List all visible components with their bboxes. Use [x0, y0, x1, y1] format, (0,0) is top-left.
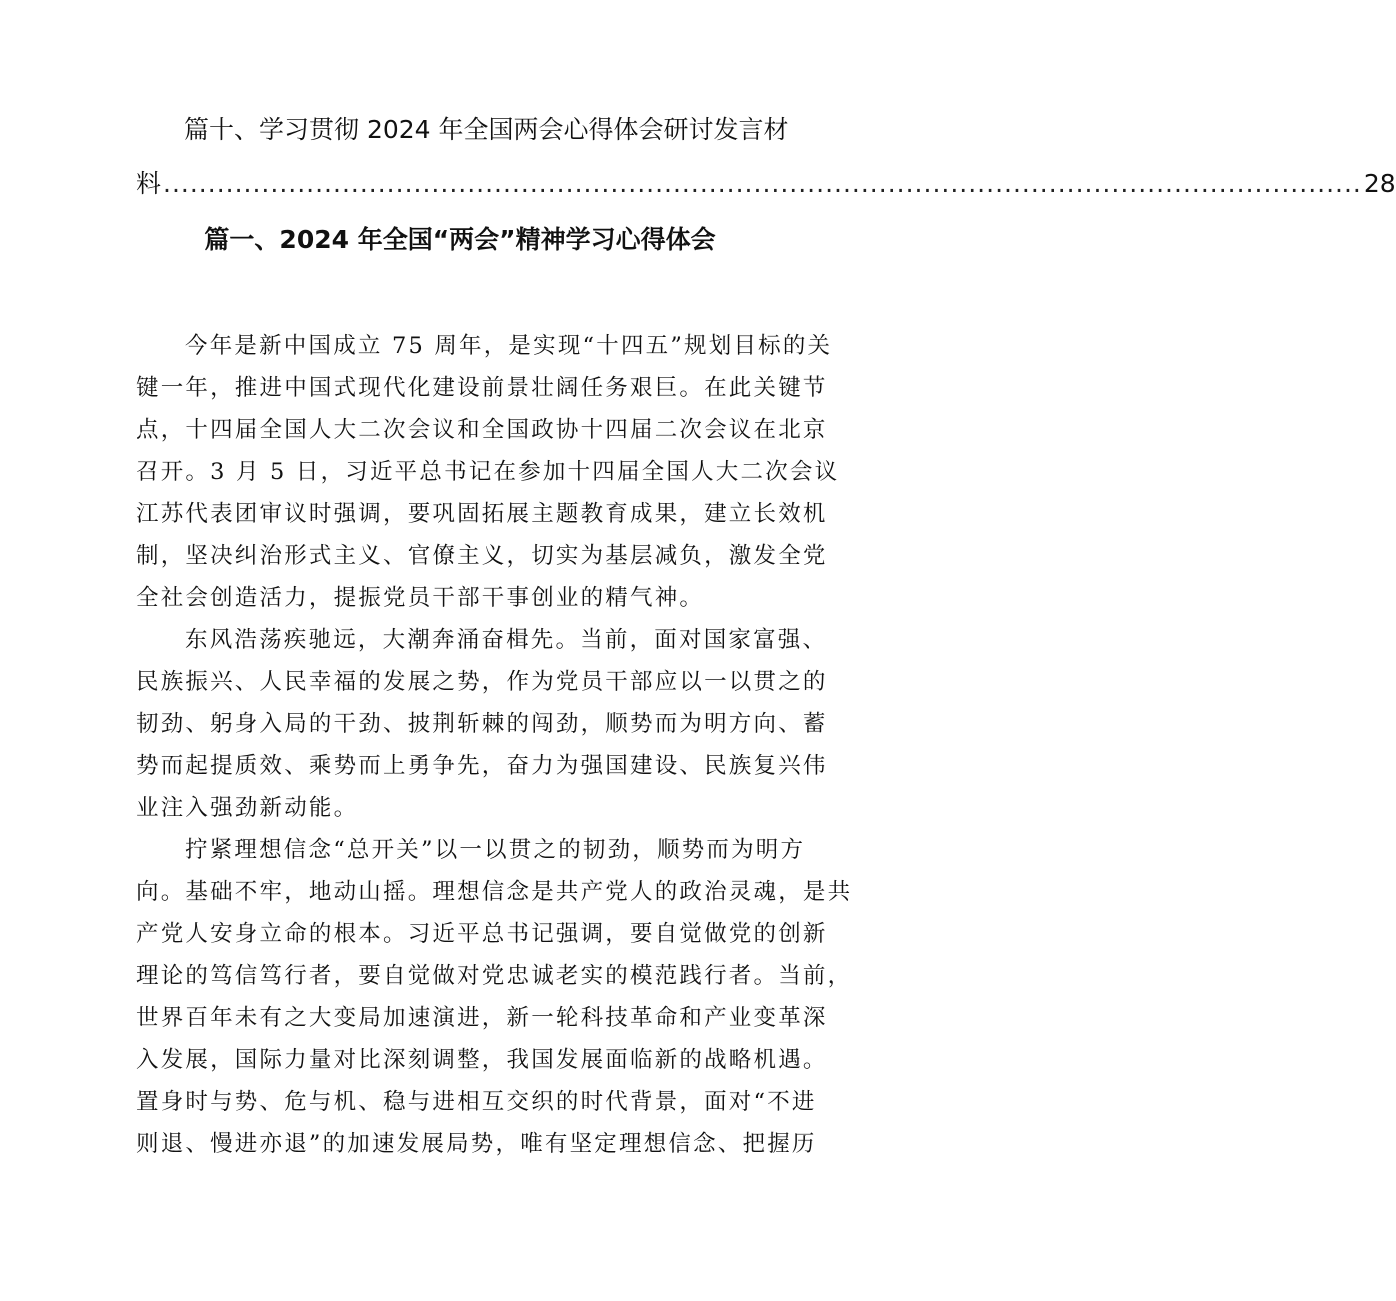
text-line: 点，十四届全国人大二次会议和全国政协十四届二次会议在北京: [136, 417, 828, 443]
text-line: 全社会创造活力，提振党员干部干事创业的精气神。: [136, 585, 705, 611]
text-line: 理论的笃信笃行者，要自觉做对党忠诚老实的模范践行者。当前，: [136, 963, 853, 989]
text-line: 则退、慢进亦退”的加速发展局势，唯有坚定理想信念、把握历: [136, 1131, 817, 1157]
paragraph-1: [136, 325, 840, 619]
text-line: 江苏代表团审议时强调，要巩固拓展主题教育成果，建立长效机: [136, 501, 828, 527]
article-body: [136, 325, 853, 1165]
text-line: 入发展，国际力量对比深刻调整，我国发展面临新的战略机遇。: [136, 1047, 828, 1073]
text-line: 势而起提质效、乘势而上勇争先，奋力为强国建设、民族复兴伟: [136, 753, 828, 779]
text-line: 业注入强劲新动能。: [136, 795, 359, 821]
paragraph-3: [136, 829, 853, 1165]
text-line: 拧紧理想信念“总开关”以一以贯之的韧劲，顺势而为明方: [185, 837, 806, 863]
toc-entry-continuation[interactable]: [136, 166, 1396, 202]
text-line: 向。基础不牢，地动山摇。理想信念是共产党人的政治灵魂，是共: [136, 879, 853, 905]
text-line: 产党人安身立命的根本。习近平总书记强调，要自觉做党的创新: [136, 921, 828, 947]
text-line: 召开。3 月 5 日，习近平总书记在参加十四届全国人大二次会议: [136, 459, 840, 485]
text-line: 韧劲、躬身入局的干劲、披荆斩棘的闯劲，顺势而为明方向、蓄: [136, 711, 828, 737]
text-line: 制，坚决纠治形式主义、官僚主义，切实为基层减负，激发全党: [136, 543, 828, 569]
text-line: 民族振兴、人民幸福的发展之势，作为党员干部应以一以贯之的: [136, 669, 828, 695]
paragraph-2: [136, 619, 828, 829]
text-line: 东风浩荡疾驰远，大潮奔涌奋楫先。当前，面对国家富强、: [185, 627, 828, 653]
toc-entry-title-tail: 料: [136, 169, 162, 198]
text-line: 置身时与势、危与机、稳与进相互交织的时代背景，面对“不进: [136, 1089, 817, 1115]
text-line: 世界百年未有之大变局加速演进，新一轮科技革命和产业变革深: [136, 1005, 828, 1031]
text-line: 键一年，推进中国式现代化建设前景壮阔任务艰巨。在此关键节: [136, 375, 828, 401]
toc-page-number: 28: [1363, 169, 1396, 198]
toc-dot-leader: ......................................................................................................................................: [163, 169, 1362, 198]
toc-entry-title[interactable]: 篇十、学习贯彻 2024 年全国两会心得体会研讨发言材: [184, 115, 789, 144]
text-line: 今年是新中国成立 75 周年，是实现“十四五”规划目标的关: [185, 333, 833, 359]
article-title: 篇一、2024 年全国“两会”精神学习心得体会: [204, 225, 716, 254]
